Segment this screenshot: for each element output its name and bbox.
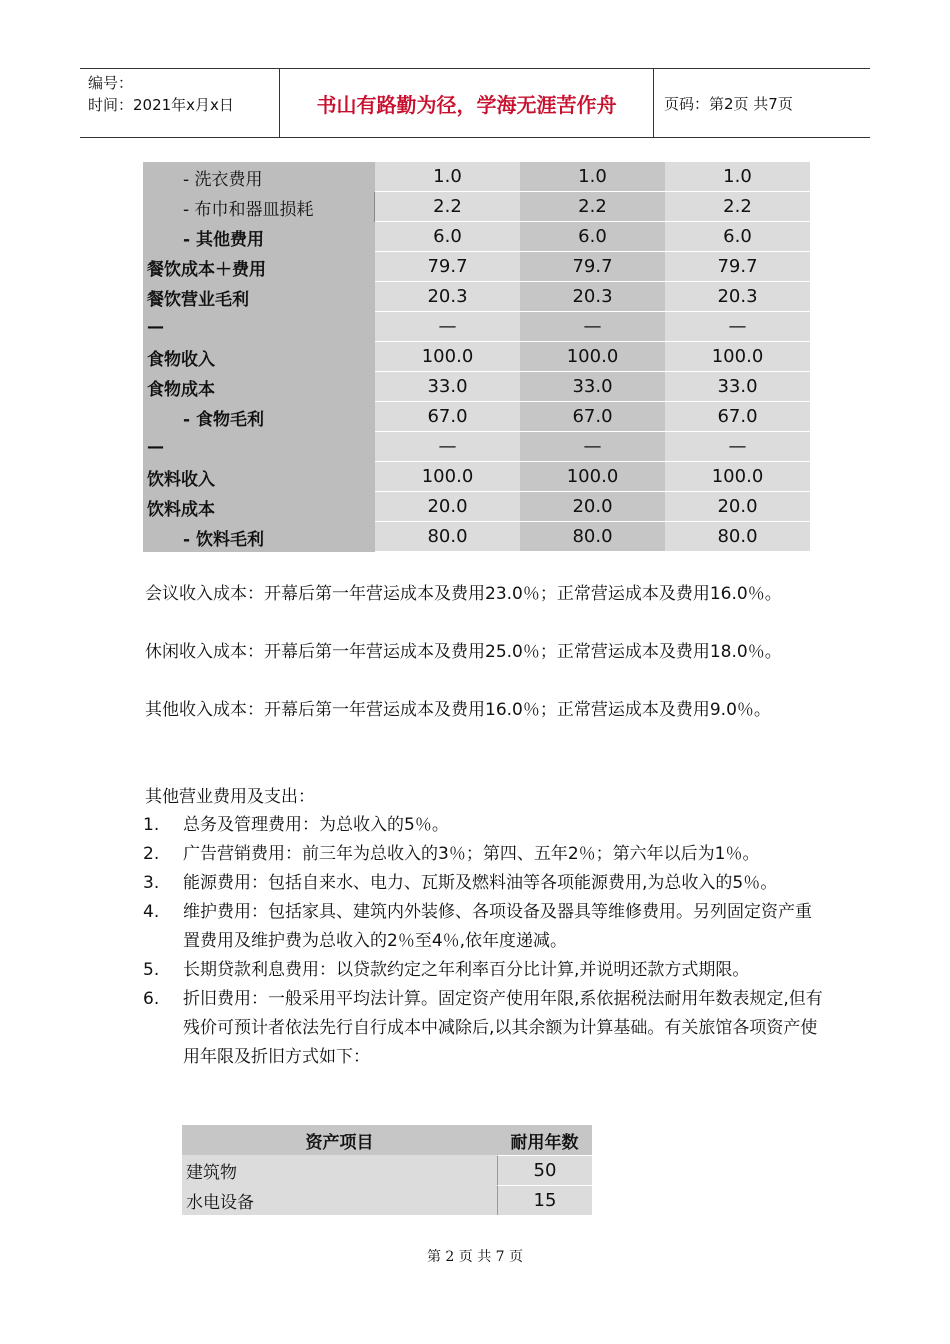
cost-paragraph-3: 其他收入成本：开幕后第一年营运成本及费用16.0％；正常营运成本及费用9.0％。 (145, 700, 771, 720)
table-row (143, 522, 811, 552)
asset-years: 15 (497, 1185, 592, 1215)
cost-paragraph-1: 会议收入成本：开幕后第一年营运成本及费用23.0％；正常营运成本及费用16.0％。 (145, 584, 782, 604)
value-cell: 1.0 (520, 162, 665, 192)
row-label: - 其他费用 (143, 222, 375, 252)
value-cell: 6.0 (520, 222, 665, 252)
list-text: 长期贷款利息费用：以贷款约定之年利率百分比计算,并说明还款方式期限。 (183, 960, 750, 980)
value-cell: 20.3 (520, 282, 665, 312)
value-cell: 2.2 (375, 192, 520, 222)
asset-table-header (182, 1125, 592, 1155)
value-cell: 2.2 (665, 192, 810, 222)
value-cell: 100.0 (665, 462, 810, 492)
value-cell: 33.0 (375, 372, 520, 402)
value-cell: — (665, 312, 810, 342)
list-number: 5. (143, 960, 160, 980)
value-cell: 100.0 (375, 342, 520, 372)
value-cell: — (665, 432, 810, 462)
value-cell: 33.0 (520, 372, 665, 402)
value-cell: 79.7 (665, 252, 810, 282)
row-label: — (143, 312, 375, 342)
row-label: 餐饮成本＋费用 (143, 252, 375, 282)
value-cell: 67.0 (665, 402, 810, 432)
list-item (143, 840, 823, 869)
row-label: 餐饮营业毛利 (143, 282, 375, 312)
row-label: 饮料收入 (143, 462, 375, 492)
row-label: - 饮料毛利 (143, 522, 375, 552)
value-cell: 100.0 (520, 462, 665, 492)
value-cell: — (520, 312, 665, 342)
list-text: 折旧费用：一般采用平均法计算。固定资产使用年限,系依据税法耐用年数表规定,但有残价可预计者依法先行自行成本中减除后,以其余额为计算基础。有关旅馆各项资产使用年限及折旧方式如下： (183, 989, 823, 1067)
list-number: 1. (143, 815, 160, 835)
header-meta (80, 69, 280, 137)
row-label: - 布巾和器皿损耗 (143, 192, 375, 222)
table-row (143, 492, 811, 522)
value-cell: 20.3 (665, 282, 810, 312)
value-cell: 67.0 (520, 402, 665, 432)
number-label: 编号： (88, 74, 134, 92)
value-cell: 80.0 (520, 522, 665, 552)
value-cell: 6.0 (375, 222, 520, 252)
table-row (143, 372, 811, 402)
row-label: - 食物毛利 (143, 402, 375, 432)
value-cell: 100.0 (665, 342, 810, 372)
value-cell: 2.2 (520, 192, 665, 222)
page-footer: 第 2 页 共 7 页 (426, 1249, 524, 1265)
asset-table (182, 1125, 592, 1215)
row-label: - 洗衣费用 (143, 162, 375, 192)
table-row (143, 432, 811, 462)
table-row (182, 1185, 592, 1215)
other-expenses-heading: 其他营业费用及支出： (145, 787, 315, 807)
value-cell: — (520, 432, 665, 462)
table-row (143, 342, 811, 372)
list-number: 6. (143, 989, 160, 1009)
value-cell: 20.3 (375, 282, 520, 312)
header-page-info: 页码：第2页 共7页 (664, 94, 793, 113)
value-cell: 1.0 (665, 162, 810, 192)
table-row (143, 252, 811, 282)
row-label: 食物收入 (143, 342, 375, 372)
list-text: 能源费用：包括自来水、电力、瓦斯及燃料油等各项能源费用,为总收入的5％。 (183, 873, 778, 893)
expense-list (143, 811, 823, 1072)
list-item (143, 898, 823, 956)
value-cell: 33.0 (665, 372, 810, 402)
page-header (80, 68, 870, 138)
list-item (143, 985, 823, 1072)
value-cell: 6.0 (665, 222, 810, 252)
list-item (143, 811, 823, 840)
table-row (143, 222, 811, 252)
list-number: 2. (143, 844, 160, 864)
value-cell: 20.0 (520, 492, 665, 522)
asset-item: 建筑物 (182, 1155, 497, 1185)
table-row (143, 282, 811, 312)
financial-table (143, 162, 811, 552)
asset-years: 50 (497, 1155, 592, 1185)
value-cell: 79.7 (375, 252, 520, 282)
value-cell: 79.7 (520, 252, 665, 282)
value-cell: 100.0 (375, 462, 520, 492)
asset-col-item: 资产项目 (305, 1132, 374, 1153)
row-label: — (143, 432, 375, 462)
date-label: 时间：2021年x月x日 (88, 96, 234, 114)
list-item (143, 956, 823, 985)
list-number: 4. (143, 902, 160, 922)
list-text: 广告营销费用：前三年为总收入的3％；第四、五年2％；第六年以后为1％。 (183, 844, 760, 864)
value-cell: 1.0 (375, 162, 520, 192)
table-row (182, 1155, 592, 1185)
cost-paragraph-2: 休闲收入成本：开幕后第一年营运成本及费用25.0％；正常营运成本及费用18.0％。 (145, 642, 782, 662)
table-row (143, 402, 811, 432)
header-motto: 书山有路勤为径，学海无涯苦作舟 (280, 69, 654, 137)
asset-col-years: 耐用年数 (510, 1132, 579, 1153)
value-cell: 20.0 (375, 492, 520, 522)
table-row (143, 162, 811, 192)
asset-item: 水电设备 (182, 1185, 497, 1215)
list-text: 维护费用：包括家具、建筑内外装修、各项设备及器具等维修费用。另列固定资产重置费用及维护费为总收入的2％至4％,依年度递减。 (183, 902, 812, 951)
list-number: 3. (143, 873, 160, 893)
value-cell: 100.0 (520, 342, 665, 372)
value-cell: — (375, 312, 520, 342)
row-label: 饮料成本 (143, 492, 375, 522)
value-cell: 80.0 (665, 522, 810, 552)
value-cell: — (375, 432, 520, 462)
row-label: 食物成本 (143, 372, 375, 402)
value-cell: 67.0 (375, 402, 520, 432)
table-row (143, 462, 811, 492)
table-row (143, 192, 811, 222)
list-item (143, 869, 823, 898)
list-text: 总务及管理费用：为总收入的5％。 (183, 815, 449, 835)
value-cell: 20.0 (665, 492, 810, 522)
table-row (143, 312, 811, 342)
value-cell: 80.0 (375, 522, 520, 552)
